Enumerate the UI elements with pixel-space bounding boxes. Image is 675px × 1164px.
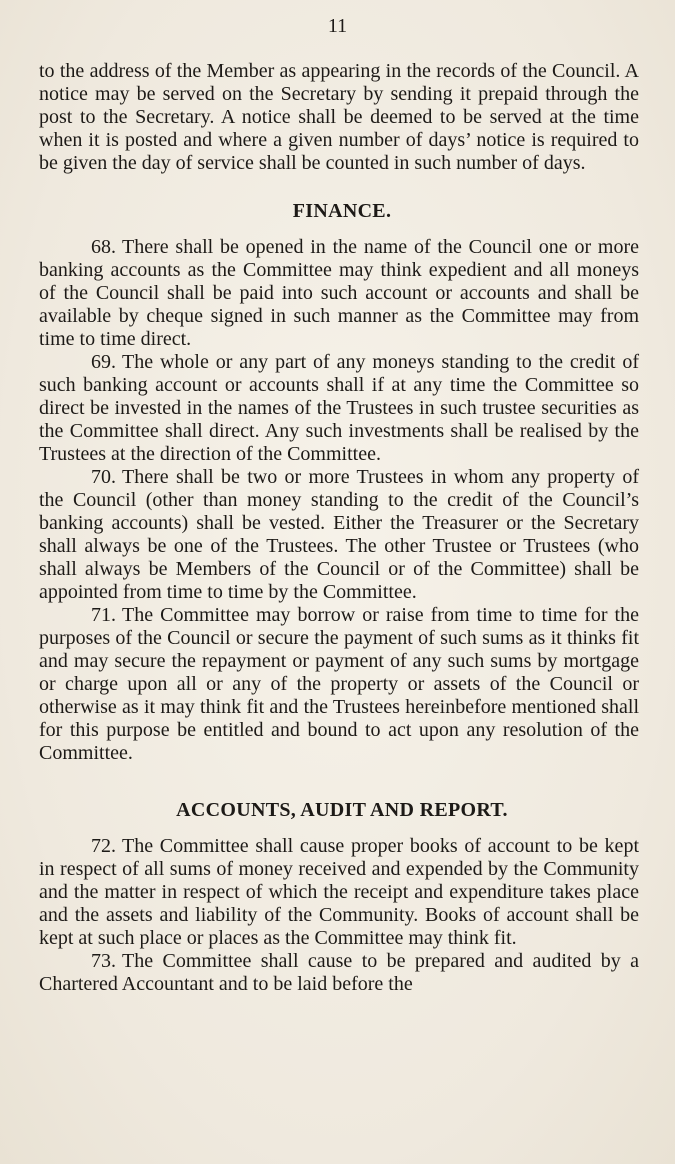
clause-number: 72. [91,835,116,857]
clause-71 [39,604,639,765]
clause-68 [39,236,639,351]
page-number: 11 [327,15,348,37]
clause-72 [39,835,639,950]
clause-text: There shall be two or more Trustees in whom any property of the Council (other than money standing to the credit of the Council’s banking accounts) shall be vested. Either the Treasurer or the Secretary shall always be one of the Trustees. The other Trustee or Trustees (who shall always be Members of the Council or of the Committee) shall be appointed from time to time by the Committee. [39,466,639,603]
intro-paragraph: to the address of the Member as appearing in the records of the Council. A notice may be served on the Secretary by sending it prepaid through the post to the Secretary. A notice shall be deemed to be served at the time when it is posted and where a given number of days’ notice is required to be given the day of service shall be counted in such number of days. [39,60,639,174]
clause-number: 73. [91,950,116,972]
clause-69 [39,351,639,466]
section-heading-accounts: ACCOUNTS, AUDIT AND REPORT. [176,799,508,821]
clause-number: 71. [91,604,116,626]
clause-number: 70. [91,466,116,488]
section-heading-finance: FINANCE. [292,200,392,222]
clause-text: There shall be opened in the name of the Council one or more banking accounts as the Committee may think expedient and all moneys of the Council shall be paid into such account or accounts and shall be available by cheque signed in such manner as the Committee may from time to time direct. [39,236,639,350]
clause-text: The Committee shall cause to be prepared and audited by a Chartered Accountant and to be laid before the [39,950,639,995]
clause-number: 68. [91,236,116,258]
clause-number: 69. [91,351,116,373]
clause-text: The Committee may borrow or raise from time to time for the purposes of the Council or secure the payment of such sums as it thinks fit and may secure the repayment or payment of any such sums by mortgage or charge upon all or any of the property or assets of the Council or otherwise as it may think fit and the Trustees hereinbefore mentioned shall for this purpose be entitled and bound to act upon any resolution of the Committee. [39,604,639,764]
clause-70 [39,466,639,604]
clause-text: The Committee shall cause proper books of account to be kept in respect of all sums of money received and expended by the Community and the matter in respect of which the receipt and expenditure takes place and the assets and liability of the Community. Books of account shall be kept at such place or places as the Committee may think fit. [39,835,639,949]
clause-text: The whole or any part of any moneys standing to the credit of such banking account or accounts shall if at any time the Committee so direct be invested in the names of the Trustees in such trustee securities as the Committee shall direct. Any such investments shall be realised by the Trustees at the direction of the Committee. [39,351,639,465]
page-body [39,60,639,996]
clause-73 [39,950,639,996]
